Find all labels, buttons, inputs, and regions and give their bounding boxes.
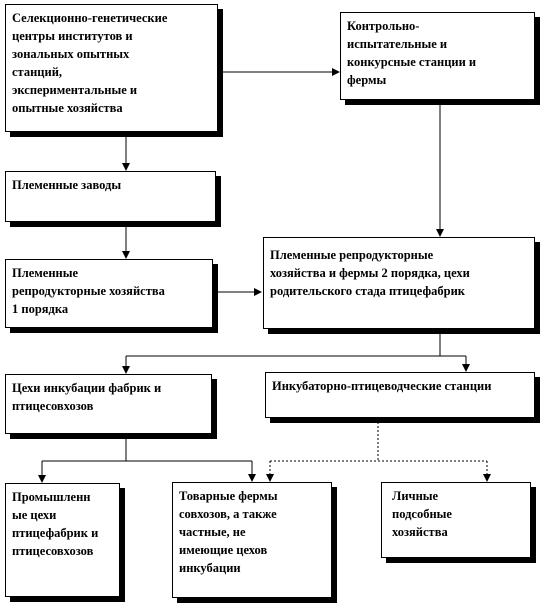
node-line: Племенные репродукторные <box>270 248 434 262</box>
node-industrial-shops <box>5 483 120 597</box>
node-line: Инкубаторно-птицеводческие станции <box>272 379 492 393</box>
node-line: птицесовхозов <box>12 399 94 413</box>
node-control-stations <box>340 12 535 100</box>
node-line: Цехи инкубации фабрик и <box>12 381 162 395</box>
node-line: совхозов, а также <box>179 507 277 521</box>
node-line: испытательные и <box>347 37 448 51</box>
node-line: родительского стада птицефабрик <box>270 284 465 298</box>
node-breeding-repro-2 <box>263 237 535 329</box>
node-breeding-centers <box>5 4 218 132</box>
node-line: Промышленн <box>12 490 91 504</box>
node-line: ые цехи <box>12 508 57 522</box>
node-line: имеющие цехов <box>179 543 268 557</box>
node-line: Племенные заводы <box>12 178 122 192</box>
node-line: хозяйства <box>392 525 448 539</box>
node-line: экспериментальные и <box>12 83 138 97</box>
node-line: опытные хозяйства <box>12 101 123 115</box>
node-line: репродукторные хозяйства <box>12 284 165 298</box>
node-line: станций, <box>12 65 63 79</box>
node-line: центры институтов и <box>12 29 133 43</box>
node-commodity-farms <box>172 482 332 598</box>
node-line: 1 порядка <box>12 302 69 316</box>
node-line: частные, не <box>179 525 246 539</box>
node-incubator-stations <box>265 372 535 418</box>
node-line: Контрольно- <box>347 19 420 33</box>
node-line: Товарные фермы <box>179 489 278 503</box>
node-line: инкубации <box>179 561 241 575</box>
node-line: хозяйства и фермы 2 порядка, цехи <box>270 266 470 280</box>
node-incubation-shops <box>5 374 212 434</box>
node-line: Племенные <box>12 266 79 280</box>
node-line: подсобные <box>392 507 452 521</box>
node-line: Личные <box>392 489 439 503</box>
node-line: птицефабрик и <box>12 526 99 540</box>
node-line: Селекционно-генетические <box>12 11 168 25</box>
node-line: конкурсные станции и <box>347 55 477 69</box>
node-breeding-repro-1 <box>5 259 213 328</box>
node-line: зональных опытных <box>12 47 130 61</box>
node-line: птицесовхозов <box>12 544 94 558</box>
node-breeding-plants <box>5 171 216 222</box>
node-private-farms <box>381 482 531 558</box>
node-line: фермы <box>347 73 387 87</box>
